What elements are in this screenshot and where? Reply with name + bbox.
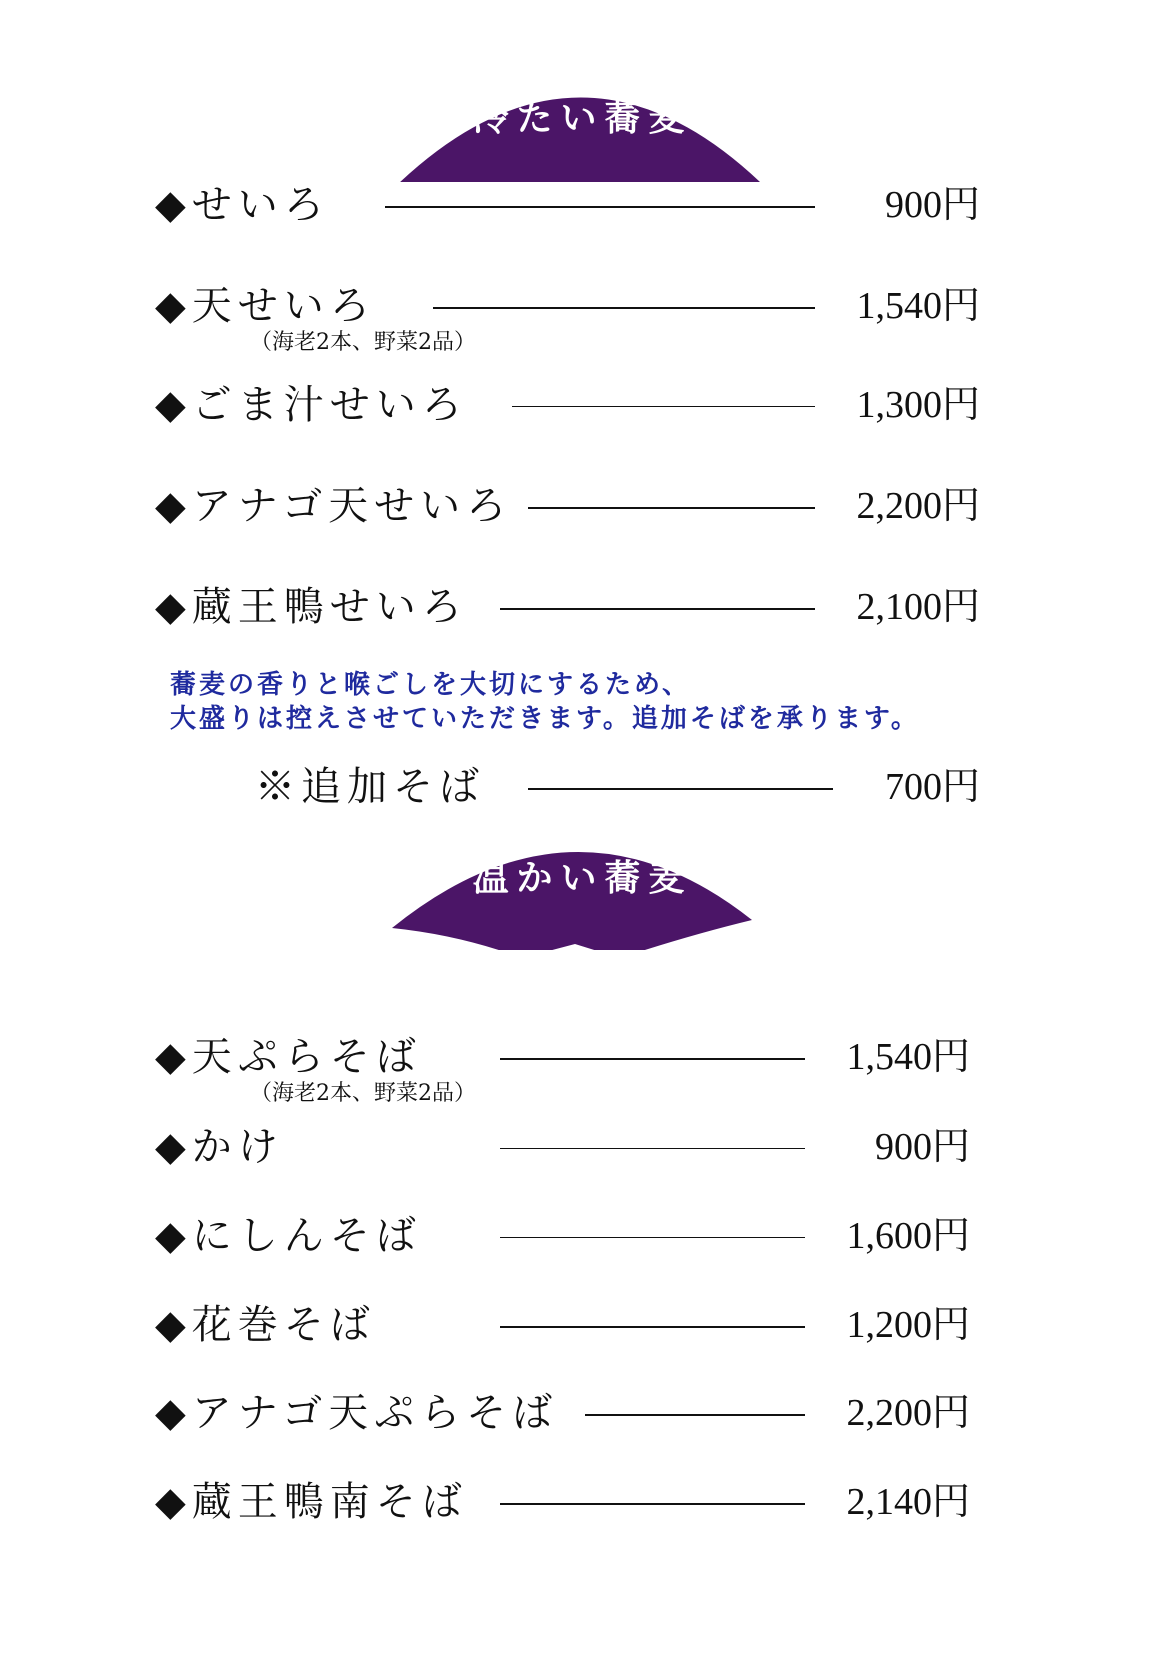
item-price: 1,300円 bbox=[856, 384, 980, 426]
item-name: ◆ごま汁せいろ bbox=[155, 382, 468, 428]
item-name: ◆アナゴ天ぷらそば bbox=[155, 1390, 559, 1436]
item-price: 2,100円 bbox=[856, 586, 980, 628]
item-price: 1,600円 bbox=[846, 1215, 970, 1257]
leader-line bbox=[500, 1237, 805, 1238]
item-name: ◆花巻そば bbox=[155, 1302, 376, 1348]
item-name: ◆かけ bbox=[155, 1124, 284, 1170]
item-name: ◆天せいろ bbox=[155, 283, 376, 329]
item-name: ◆せいろ bbox=[155, 182, 330, 228]
menu-item-extra-soba bbox=[0, 762, 1165, 822]
hot-soba-banner bbox=[0, 820, 1165, 950]
menu-item-anago-tempura-soba bbox=[0, 1388, 1165, 1448]
cold-soba-banner bbox=[0, 52, 1165, 182]
leader-line bbox=[500, 1148, 805, 1149]
leader-line bbox=[500, 1326, 805, 1328]
menu-item-tempura-soba bbox=[0, 1032, 1165, 1106]
item-name: ◆にしんそば bbox=[155, 1213, 422, 1259]
item-name: ※追加そば bbox=[255, 764, 485, 810]
item-note: （海老2本、野菜2品） bbox=[250, 1081, 476, 1106]
large-serving-notice bbox=[170, 668, 1070, 736]
item-price: 2,200円 bbox=[856, 485, 980, 527]
item-price: 700円 bbox=[884, 766, 980, 808]
leader-line bbox=[385, 206, 815, 208]
item-price: 2,200円 bbox=[846, 1392, 970, 1434]
item-name: ◆天ぷらそば bbox=[155, 1034, 422, 1080]
menu-item-zao-kamo-nanban-soba bbox=[0, 1477, 1165, 1537]
item-price: 2,140円 bbox=[846, 1481, 970, 1523]
item-price: 1,540円 bbox=[846, 1036, 970, 1078]
item-name: ◆蔵王鴨せいろ bbox=[155, 584, 468, 630]
notice-line: 蕎麦の香りと喉ごしを大切にするため、 bbox=[170, 670, 691, 700]
menu-item-gomajiru-seiro bbox=[0, 380, 1165, 440]
cold-soba-title: 冷たい蕎麦 bbox=[472, 97, 693, 139]
item-price: 900円 bbox=[884, 184, 980, 226]
item-price: 1,540円 bbox=[856, 285, 980, 327]
menu-item-anago-ten-seiro bbox=[0, 481, 1165, 541]
leader-line bbox=[500, 1503, 805, 1505]
menu-item-nishin-soba bbox=[0, 1211, 1165, 1271]
item-price: 900円 bbox=[874, 1126, 970, 1168]
item-name: ◆蔵王鴨南そば bbox=[155, 1479, 468, 1525]
menu-item-seiro bbox=[0, 180, 1165, 240]
hot-soba-title: 温かい蕎麦 bbox=[472, 857, 693, 899]
menu-item-kake bbox=[0, 1122, 1165, 1182]
leader-line bbox=[500, 1058, 805, 1060]
menu-item-zao-kamo-seiro bbox=[0, 582, 1165, 642]
leader-line bbox=[528, 507, 815, 509]
leader-line bbox=[512, 406, 815, 407]
menu-item-hanamaki-soba bbox=[0, 1300, 1165, 1360]
leader-line bbox=[500, 608, 815, 610]
item-name: ◆アナゴ天せいろ bbox=[155, 483, 513, 529]
item-note: （海老2本、野菜2品） bbox=[250, 330, 476, 355]
leader-line bbox=[433, 307, 815, 309]
item-price: 1,200円 bbox=[846, 1304, 970, 1346]
menu-item-ten-seiro bbox=[0, 281, 1165, 355]
notice-line: 大盛りは控えさせていただきます。追加そばを承ります。 bbox=[170, 704, 920, 734]
